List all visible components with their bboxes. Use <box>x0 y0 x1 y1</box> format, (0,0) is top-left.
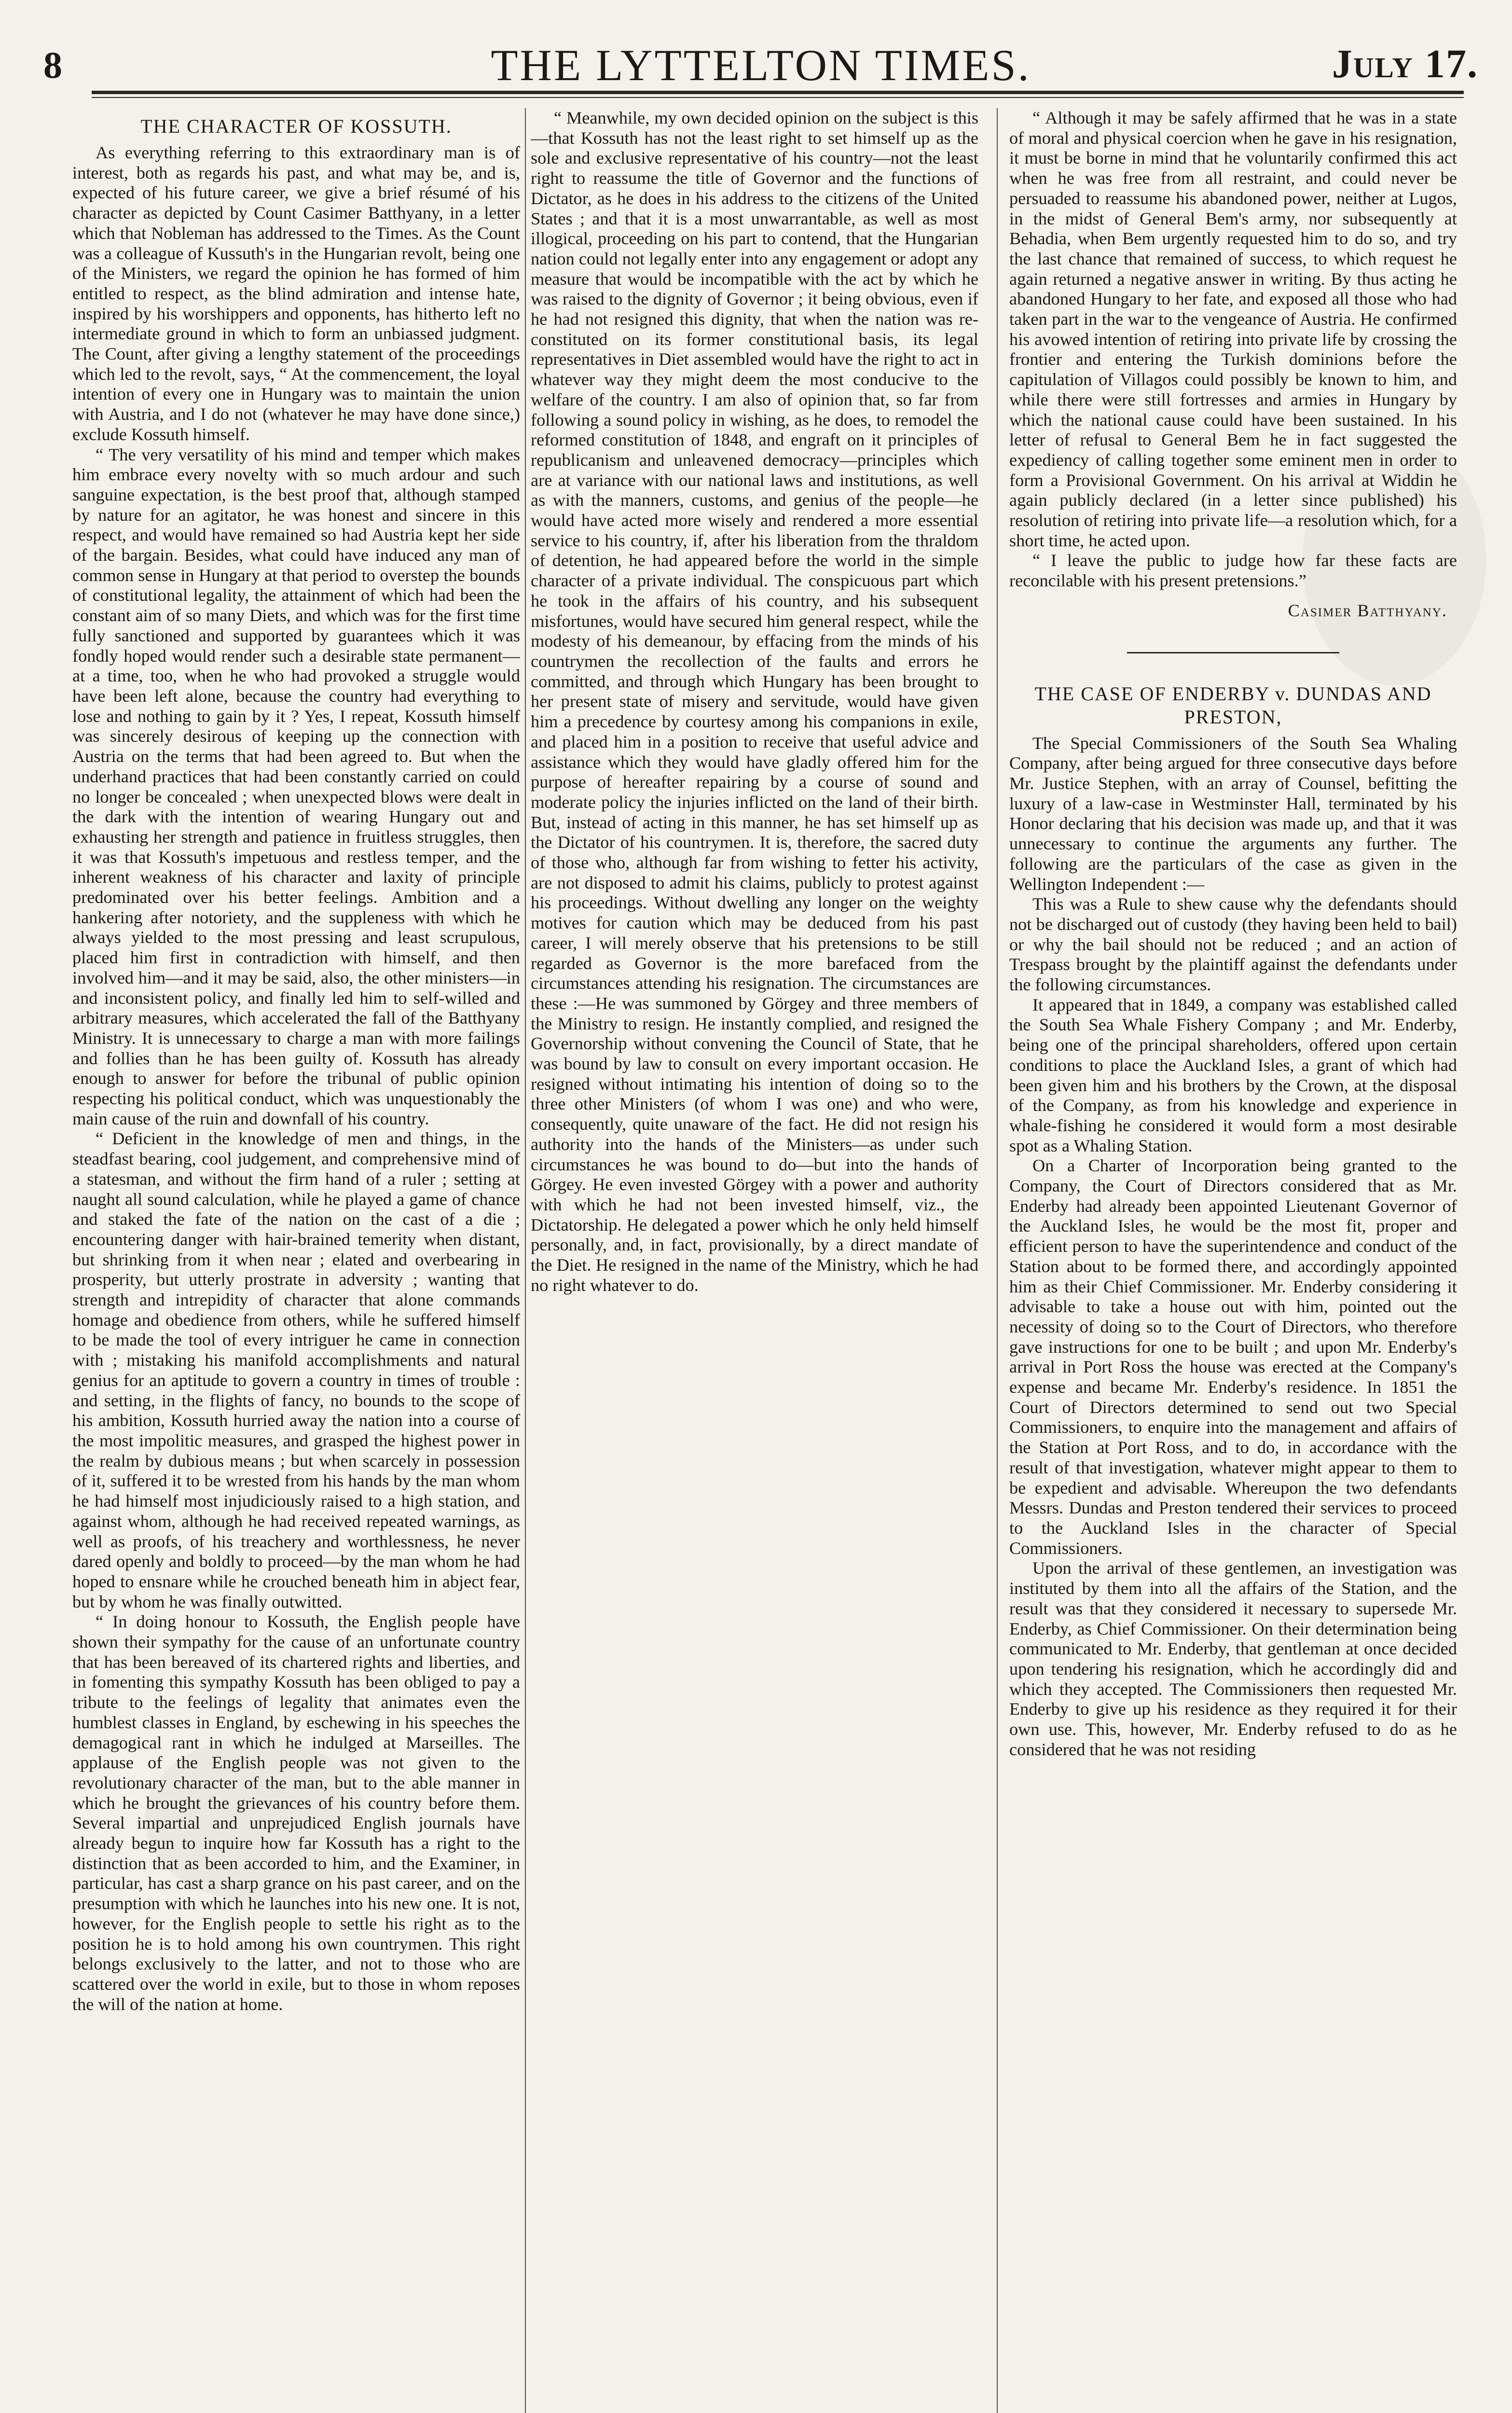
page-number: 8 <box>43 44 62 86</box>
article-paragraph: “ Deficient in the knowledge of men and things, in the steadfast bearing, cool judgement, and comprehensive mind of a statesman, and without the firm hand of a ruler ; setting at naught all sound calculation, while he played a game of chance and staked the fate of the nation on the cast of a die ; encountering danger with hair-brained temerity when distant, but shrinking from it when near ; elated and overbearing in prosperity, but utterly prostrate in adversity ; wanting that strength and intrepidity of character that alone commands homage and obedience from others, while he suffered himself to be made the tool of every intriguer he came in connection with ; mistaking his manifold accomplishments and natural genius for an aptitude to govern a country in times of trouble : and setting, in the flights of fancy, no bounds to the scope of his ambition, Kossuth hurried away the nation into a course of the most impolitic measures, and grasped the highest power in the realm by dubious means ; but when scarcely in possession of it, suffered it to be wrested from his hands by the man whom he had himself most injudiciously raised to a high station, and against whom, although he had received repeated warnings, as well as proofs, of his treachery and worthlessness, he never dared openly and boldly to proceed—by the man whom he had hoped to ensnare while he crouched beneath him in abject fear, but by whom he was finally outwitted. <box>72 1129 520 1611</box>
article-paragraph: “ In doing honour to Kossuth, the English people have shown their sympathy for the cause of an unfortunate country that has been bereaved of its chartered rights and liberties, and in fomenting this sympathy Kossuth has been obliged to pay a tribute to the feelings of legality that animates even the humblest classes in England, by eschewing in his speeches the demagogical rant in which he indulged at Marseilles. The applause of the English people was not given to the revolutionary character of the man, but to the able manner in which he brought the grievances of his country before them. Several impartial and unprejudiced English journals have already begun to inquire how far Kossuth has a right to the distinction that as been accorded to him, and the Examiner, in particular, has cast a sharp grance on his past career, and on the presumption with which he launches into his new one. It is not, however, for the English people to settle his right as to the position he is to hold among his own countrymen. This right belongs exclusively to the latter, and not to those who are scattered over the world in exile, but to those in whom reposes the will of the nation at home. <box>72 1612 520 2014</box>
column-rule <box>525 108 526 2413</box>
article-paragraph: This was a Rule to shew cause why the defendants should not be discharged out of custody (they having been held to bail) or why the bail should not be reduced ; and an action of Trespass brought by the plaintiff against the defendants under the following circumstances. <box>1009 894 1457 995</box>
article-heading-kossuth: THE CHARACTER OF KOSSUTH. <box>140 115 452 137</box>
article-paragraph: On a Charter of Incorporation being granted to the Company, the Court of Directors considered that as Mr. Enderby had already been appointed Lieutenant Governor of the Auckland Isles, he would be the most fit, proper and efficient person to have the superintendence and conduct of the Station about to be formed there, and accordingly appointed him as their Chief Commissioner. Mr. Enderby considering it advisable to take a house out with him, pointed out the necessity of doing so to the Court of Directors, who therefore gave instructions for one to be built ; and upon Mr. Enderby's arrival in Port Ross the house was erected at the Company's expense and became Mr. Enderby's residence. In 1851 the Court of Directors determined to send out two Special Commissioners, to enquire into the management and affairs of the Station at Port Ross, and to do, in accordance with the result of that investigation, whatever might appear to them to be expedient and advisable. Whereupon the two defendants Messrs. Dundas and Preston tendered their services to proceed to the Auckland Isles in the character of Special Commissioners. <box>1009 1156 1457 1558</box>
article-paragraph: “ I leave the public to judge how far these facts are reconcilable with his present pretensions.” <box>1009 551 1457 591</box>
column-rule <box>997 108 998 2413</box>
article-paragraph: “ Although it may be safely affirmed that he was in a state of moral and physical coercion when he gave in his resignation, it must be borne in mind that he voluntarily confirmed this act when he was free from all restraint, and could never be persuaded to reassume his abandoned power, neither at Lugos, in the midst of General Bem's army, nor subsequently at Behadia, when Bem urgently requested him to do so, and try the last chance that remained of success, to which request he again returned a negative answer in writing. By thus acting he abandoned Hungary to her fate, and exposed all those who had taken part in the war to the vengeance of Austria. He confirmed his avowed intention of retiring into private life by crossing the frontier and entering the Turkish dominions before the capitulation of Villagos could possibly be known to him, and while there were still fortresses and armies in Hungary by which the national cause could have been sustained. In his letter of refusal to General Bem he in fact suggested the expediency of calling together some eminent men in order to form a Provisional Government. On his arrival at Widdin he again publicly declared (in a letter since published) his resolution of retiring into private life—a resolution which, for a short time, he acted upon. <box>1009 108 1457 550</box>
column-2 <box>531 108 978 2413</box>
article-paragraph: “ The very versatility of his mind and temper which makes him embrace every novelty with so much ardour and such sanguine expectation, is the best proof that, although stamped by nature for an agitator, he was honest and sincere in this respect, and would have remained so had Austria kept her side of the bargain. Besides, what could have induced any man of common sense in Hungary at that period to overstep the bounds of constitutional legality, the attainment of which had been the constant aim of so many Diets, and which was for the first time fully sanctioned and supported by guarantees which it was fondly hoped would render such a desirable state permanent—at a time, too, when he who had provoked a struggle would have been left alone, because the country had everything to lose and nothing to gain by it ? Yes, I repeat, Kossuth himself was sincerely desirous of keeping up the connection with Austria on the terms that had been agreed to. But when the underhand practices that had been constantly carried on could no longer be concealed ; when unexpected blows were dealt in the dark with the intention of wearing Hungary out and exhausting her strength and patience in fruitless struggles, then it was that Kossuth's impetuous and restless temper, and the inherent weakness of his character and laxity of principle predominated over his better feelings. Ambition and a hankering after notoriety, and the suppleness with which he always yielded to the most pressing and least scrupulous, placed him first in contradiction with himself, and then involved him—and it may be said, also, the other ministers—in and inconsistent policy, and finally led him to self-willed and arbitrary measures, which accelerated the fall of the Batthyany Ministry. It is unnecessary to charge a man with more failings and follies than he has been guilty of. Kossuth has already enough to answer for before the tribunal of public opinion respecting his political conduct, which was unquestionably the main cause of the ruin and downfall of his country. <box>72 444 520 1128</box>
masthead-rule <box>92 91 1464 94</box>
article-signature: Casimer Batthyany. <box>1288 600 1447 620</box>
article-divider <box>1127 652 1339 653</box>
article-paragraph: It appeared that in 1849, a company was established called the South Sea Whale Fishery Company ; and Mr. Enderby, being one of the principal shareholders, offered upon certain conditions to place the Auckland Isles, a grant of which had been given him and his brothers by the Crown, at the disposal of the Company, as from his knowledge and experience in whale-fishing he considered it would form a most desirable spot as a Whaling Station. <box>1009 995 1457 1155</box>
article-heading-enderby: THE CASE OF ENDERBY v. DUNDAS AND PRESTON, <box>1034 682 1432 728</box>
column-3 <box>1009 108 1457 2413</box>
article-paragraph: As everything referring to this extraordinary man is of interest, both as regards his past, and what may be, and is, expected of his future career, we give a brief résumé of his character as depicted by Count Casimer Batthyany, in a letter which that Nobleman has addressed to the Times. As the Count was a colleague of Kussuth's in the Hungarian revolt, being one of the Ministers, we regard the opinion he has formed of him entitled to respect, as the blind admiration and intense hate, inspired by his worshippers and opponents, has hitherto left no intermediate ground in which to form an unbiassed judgment. The Count, after giving a lengthy statement of the proceedings which led to the revolt, says, “ At the commencement, the loyal intention of every one in Hungary was to maintain the union with Austria, and I do not (whatever he may have done since,) exclude Kossuth himself. <box>72 143 520 444</box>
masthead-rule-thin <box>92 97 1464 98</box>
article-paragraph: Upon the arrival of these gentlemen, an investigation was instituted by them into all the affairs of the Station, and the result was that they considered it necessary to supersede Mr. Enderby, as Chief Commissioner. On their determination being communicated to Mr. Enderby, that gentleman at once decided upon tendering his resignation, which he accordingly did and which they accepted. The Commissioners then requested Mr. Enderby to give up his residence as they required it for their own use. This, however, Mr. Enderby refused to do as he considered that he was not residing <box>1009 1558 1457 1759</box>
column-1 <box>72 108 520 2413</box>
article-paragraph: “ Meanwhile, my own decided opinion on the subject is this—that Kossuth has not the least right to set himself up as the sole and exclusive representative of his country—not the least right to reassume the title of Governor and the functions of Dictator, as he does in his address to the citizens of the United States ; and that it is a most unwarrantable, as well as most illogical, proceeding on his part to contend, that the Hungarian nation could not legally enter into any engagement or adopt any measure that would be incompatible with the act by which he was raised to the dignity of Governor ; it being obvious, even if he had not resigned this dignity, that when the nation was re-constituted on its former constitutional basis, its legal representatives in Diet assembled would have the right to act in whatever way they might deem the most conducive to the welfare of the country. I am also of opinion that, so far from following a sound policy in wishing, as he does, to remodel the reformed constitution of 1848, and engraft on it principles of republicanism and unleavened democracy—principles which are at variance with our national laws and institutions, as well as with the manners, customs, and genius of the people—he would have acted more wisely and rendered a more essential service to his country, if, after his liberation from the thraldom of detention, he had appeared before the world in the simple character of a private individual. The conspicuous part which he took in the affairs of his country, and his subsequent misfortunes, would have secured him general respect, while the modesty of his demeanour, by effacing from the minds of his countrymen the recollection of the faults and errors he committed, and through which Hungary has been brought to her present state of misery and servitude, would have given him a precedence by courtesy among his companions in exile, and placed him in a position to receive that useful advice and assistance which they would have gladly offered him for the purpose of hereafter repairing by a course of sound and moderate policy the injuries inflicted on the land of their birth. But, instead of acting in this manner, he has set himself up as the Dictator of his countrymen. It is, therefore, the sacred duty of those who, although far from wishing to fetter his activity, are not disposed to admit his claims, publicly to protest against his proceedings. Without dwelling any longer on the weighty motives for caution which may be deduced from his past career, I will merely observe that his pretensions to be still regarded as Governor is the more barefaced from the circumstances attending his resignation. The circumstances are these :—He was summoned by Görgey and three members of the Ministry to resign. He instantly complied, and resigned the Governorship without convening the Council of State, that he was bound by law to consult on every important occasion. He resigned without intimating his intention of doing so to the three other Ministers (of whom I was one) and who were, consequently, quite unaware of the fact. He did not resign his authority into the hands of the Ministers—as under such circumstances he was bound to do—but into the hands of Görgey. He even invested Görgey with a power and authority with which he had not been invested himself, viz., the Dictatorship. He delegated a power which he only held himself personally, and, in fact, provisionally, by a direct mandate of the Diet. He resigned in the name of the Ministry, which he had no right whatever to do. <box>531 108 978 1295</box>
masthead <box>43 29 1478 97</box>
newspaper-title: THE LYTTELTON TIMES. <box>491 41 1031 90</box>
issue-date: July 17. <box>1332 42 1478 86</box>
article-paragraph: The Special Commissioners of the South Sea Whaling Company, after being argued for three consecutive days before Mr. Justice Stephen, with an array of Counsel, befitting the luxury of a law-case in Westminster Hall, terminated by his Honor declaring that his decision was made up, and that it was unnecessary to continue the arguments any further. The following are the particulars of the case as given in the Wellington Independent :— <box>1009 733 1457 894</box>
